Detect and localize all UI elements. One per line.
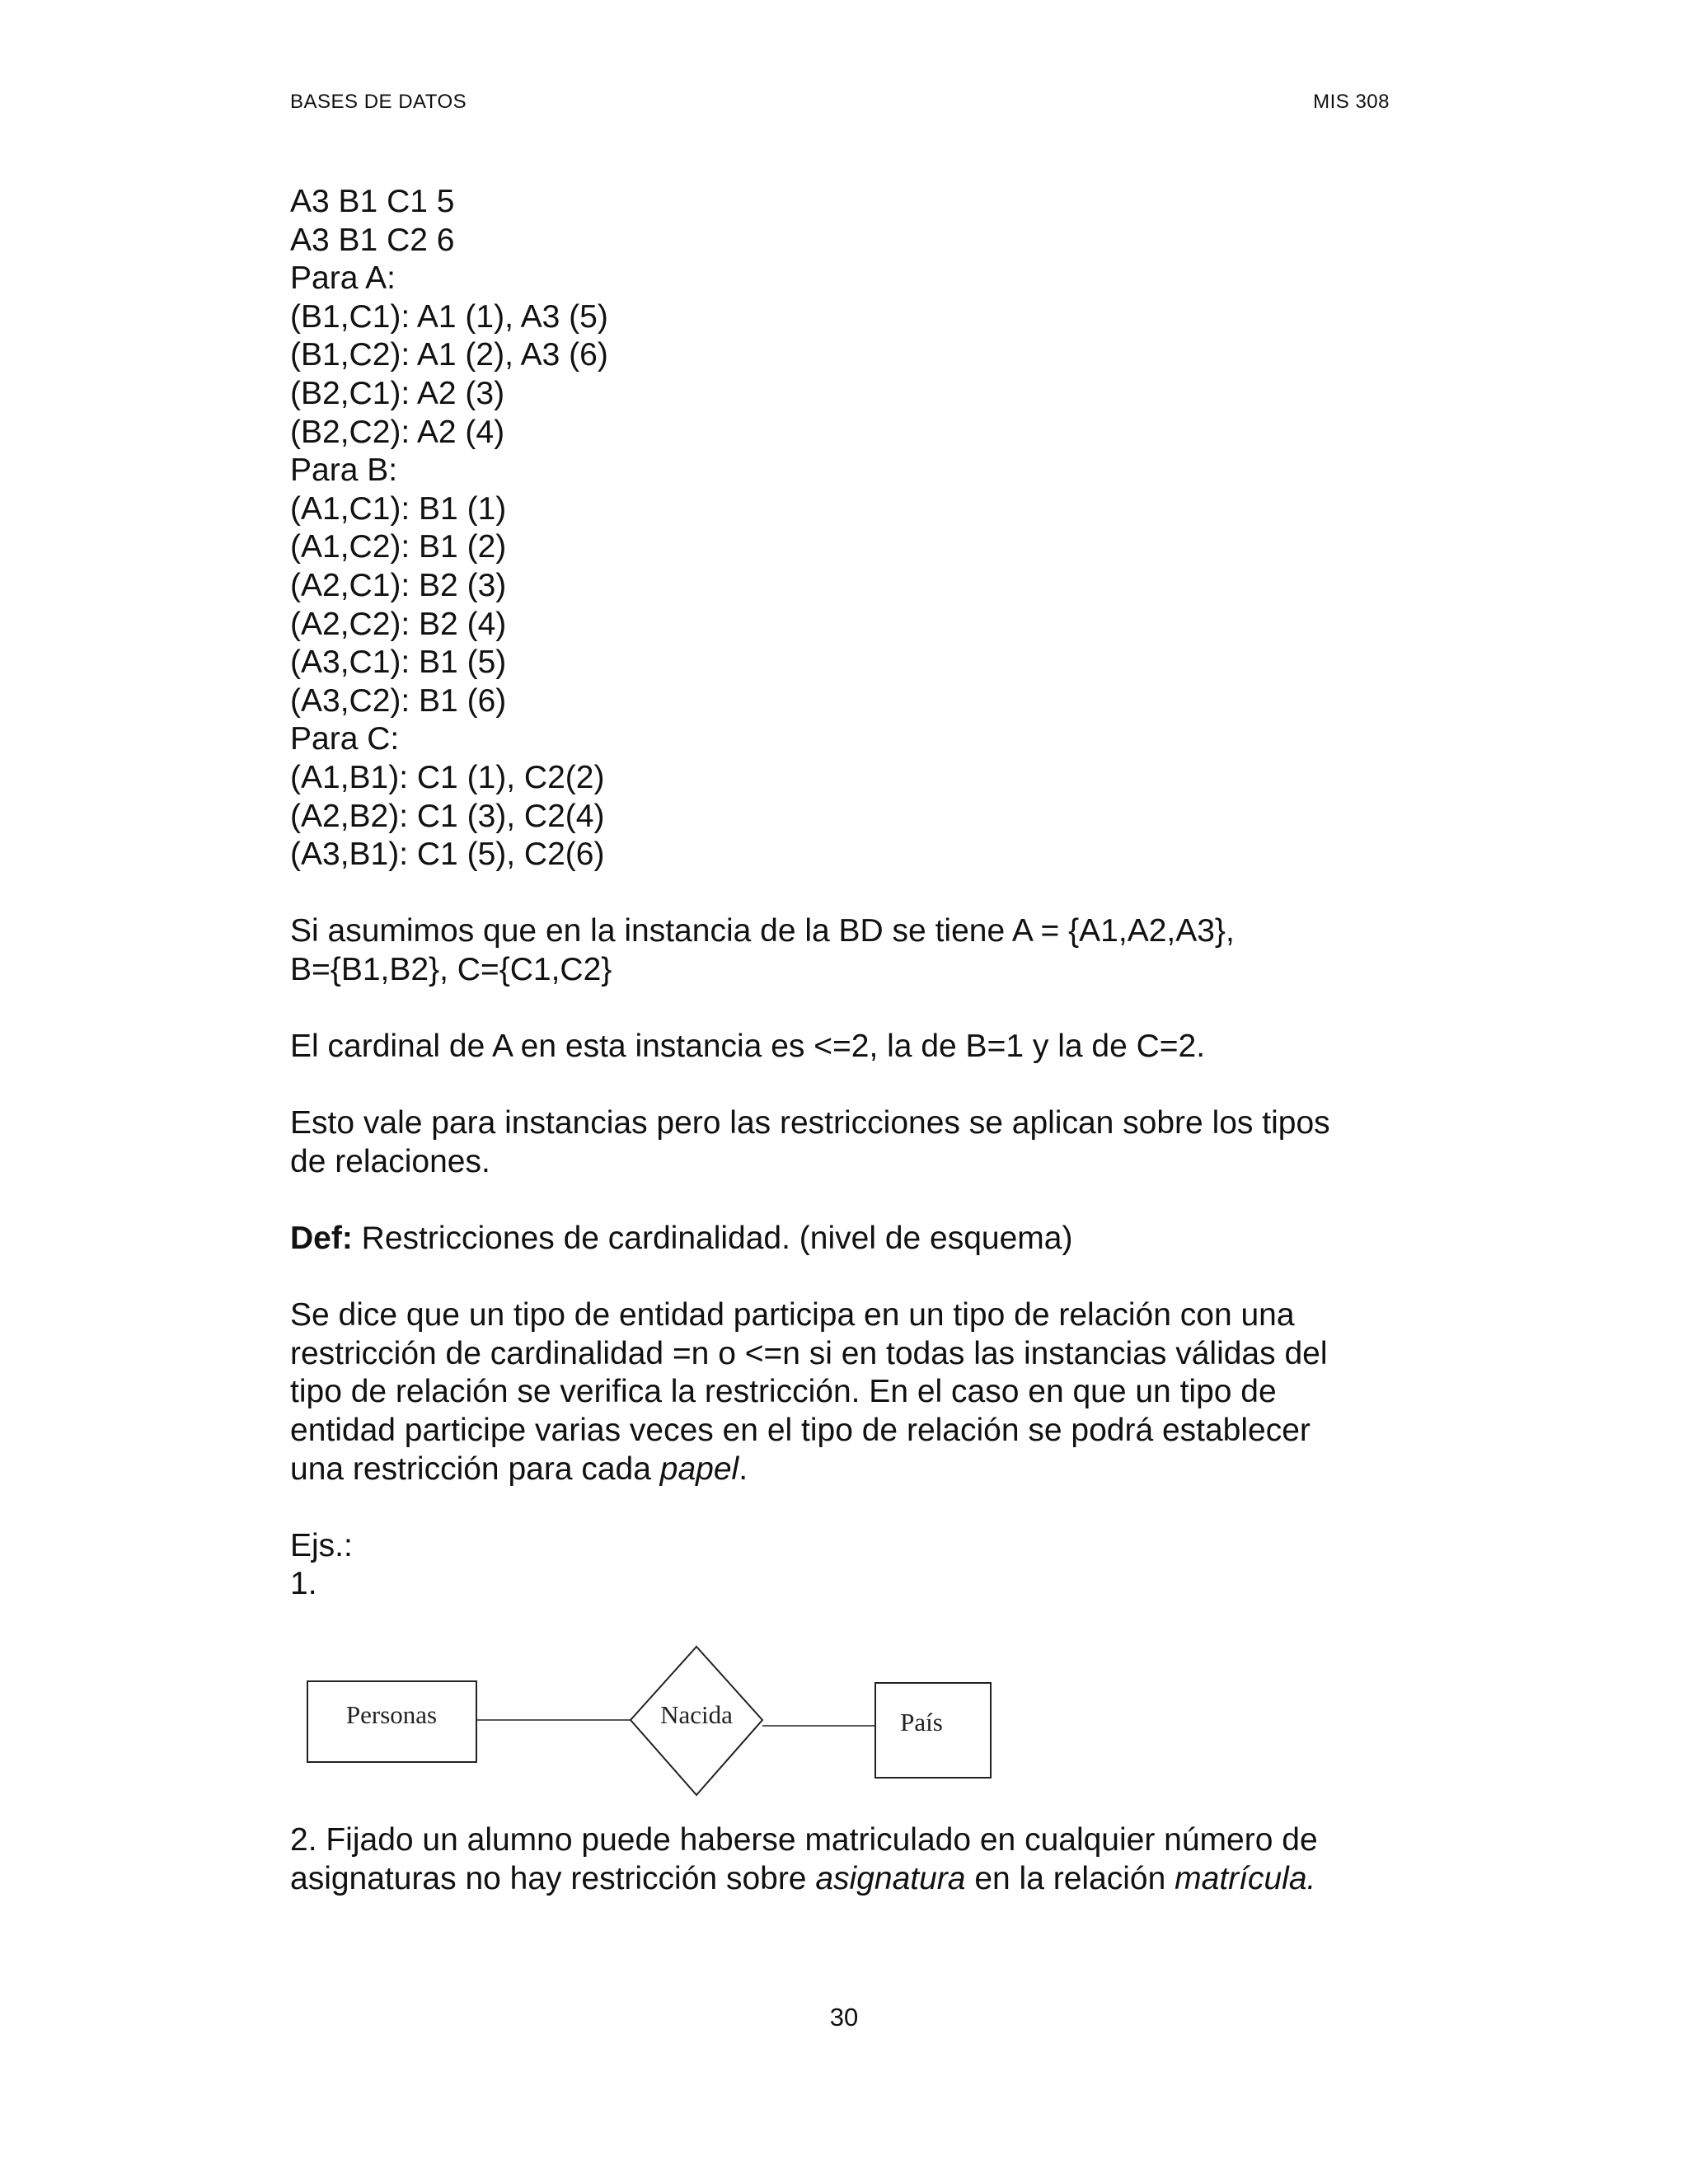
er-diagram bbox=[305, 1644, 1006, 1817]
relation-nacida-label: Nacida bbox=[660, 1700, 733, 1730]
cardinality-listing bbox=[290, 183, 1390, 874]
paragraph-line: 2. Fijado un alumno puede haberse matriculado en cualquier número de bbox=[290, 1822, 1318, 1858]
example-2-paragraph bbox=[290, 1821, 1390, 1898]
cardinal-paragraph: El cardinal de A en esta instancia es <=2, la de B=1 y la de C=2. bbox=[290, 1029, 1206, 1065]
listing-line: A3 B1 C2 6 bbox=[290, 222, 455, 258]
paragraph-line: restricción de cardinalidad =n o <=n si en todas las instancias válidas del bbox=[290, 1335, 1328, 1371]
italic-term: papel bbox=[659, 1451, 739, 1487]
definition-heading bbox=[290, 1220, 1390, 1258]
paragraph-line bbox=[290, 1860, 1390, 1899]
examples-label: Ejs.: bbox=[290, 1527, 353, 1563]
listing-line: Para C: bbox=[290, 721, 400, 757]
text-run: asignaturas no hay restricción sobre bbox=[290, 1860, 816, 1896]
paragraph-line: B={B1,B2}, C={C1,C2} bbox=[290, 951, 612, 987]
listing-line: (B2,C2): A2 (4) bbox=[290, 414, 505, 450]
listing-line: (A2,B2): C1 (3), C2(4) bbox=[290, 798, 605, 834]
paragraph-line: entidad participe varias veces en el tipo de relación se podrá establecer bbox=[290, 1413, 1311, 1448]
page-body-lower bbox=[290, 1821, 1390, 1898]
example-number: 1. bbox=[290, 1566, 317, 1602]
italic-term: matrícula. bbox=[1175, 1860, 1316, 1896]
listing-line: (A2,C2): B2 (4) bbox=[290, 606, 507, 642]
instance-paragraph bbox=[290, 912, 1390, 989]
page-body bbox=[290, 183, 1390, 1604]
text-run: en la relación bbox=[965, 1860, 1175, 1896]
paragraph-line: tipo de relación se verifica la restricción. En el caso en que un tipo de bbox=[290, 1374, 1277, 1410]
listing-line: (A3,C2): B1 (6) bbox=[290, 682, 507, 719]
page-number: 30 bbox=[829, 2003, 859, 2032]
listing-line: Para B: bbox=[290, 452, 398, 489]
paragraph-line: Se dice que un tipo de entidad participa en un tipo de relación con una bbox=[290, 1297, 1295, 1333]
text-run: una restricción para cada bbox=[290, 1451, 660, 1487]
listing-line: (B1,C1): A1 (1), A3 (5) bbox=[290, 298, 608, 335]
listing-line: (A1,C1): B1 (1) bbox=[290, 490, 507, 527]
listing-line: (A1,B1): C1 (1), C2(2) bbox=[290, 759, 605, 795]
er-diagram-svg bbox=[305, 1644, 1006, 1817]
entity-pais-label: País bbox=[900, 1708, 943, 1737]
definition-label: Def: bbox=[290, 1221, 353, 1257]
listing-line: (A2,C1): B2 (3) bbox=[290, 567, 507, 603]
italic-term: asignatura bbox=[815, 1860, 966, 1896]
listing-line: (B1,C2): A1 (2), A3 (6) bbox=[290, 337, 608, 373]
entity-personas-label: Personas bbox=[345, 1700, 438, 1730]
paragraph-line bbox=[290, 1451, 1390, 1489]
definition-paragraph bbox=[290, 1296, 1390, 1488]
paragraph-line: Si asumimos que en la instancia de la BD se tiene A = {A1,A2,A3}, bbox=[290, 913, 1235, 949]
listing-line: (A1,C2): B1 (2) bbox=[290, 529, 507, 565]
listing-line: (B2,C1): A2 (3) bbox=[290, 375, 505, 411]
listing-line: (A3,B1): C1 (5), C2(6) bbox=[290, 837, 605, 873]
definition-text: Restricciones de cardinalidad. (nivel de esquema) bbox=[352, 1221, 1073, 1257]
types-paragraph bbox=[290, 1104, 1390, 1181]
examples-block bbox=[290, 1527, 1390, 1604]
listing-line: A3 B1 C1 5 bbox=[290, 184, 455, 219]
header-course-title: BASES DE DATOS bbox=[290, 91, 467, 113]
paragraph-line: Esto vale para instancias pero las restricciones se aplican sobre los tipos bbox=[290, 1105, 1330, 1141]
header-course-code: MIS 308 bbox=[1313, 91, 1390, 113]
page-header bbox=[290, 91, 1390, 115]
listing-line: (A3,C1): B1 (5) bbox=[290, 644, 507, 681]
text-run: . bbox=[738, 1451, 748, 1487]
paragraph-line: de relaciones. bbox=[290, 1143, 490, 1179]
listing-line: Para A: bbox=[290, 260, 396, 297]
